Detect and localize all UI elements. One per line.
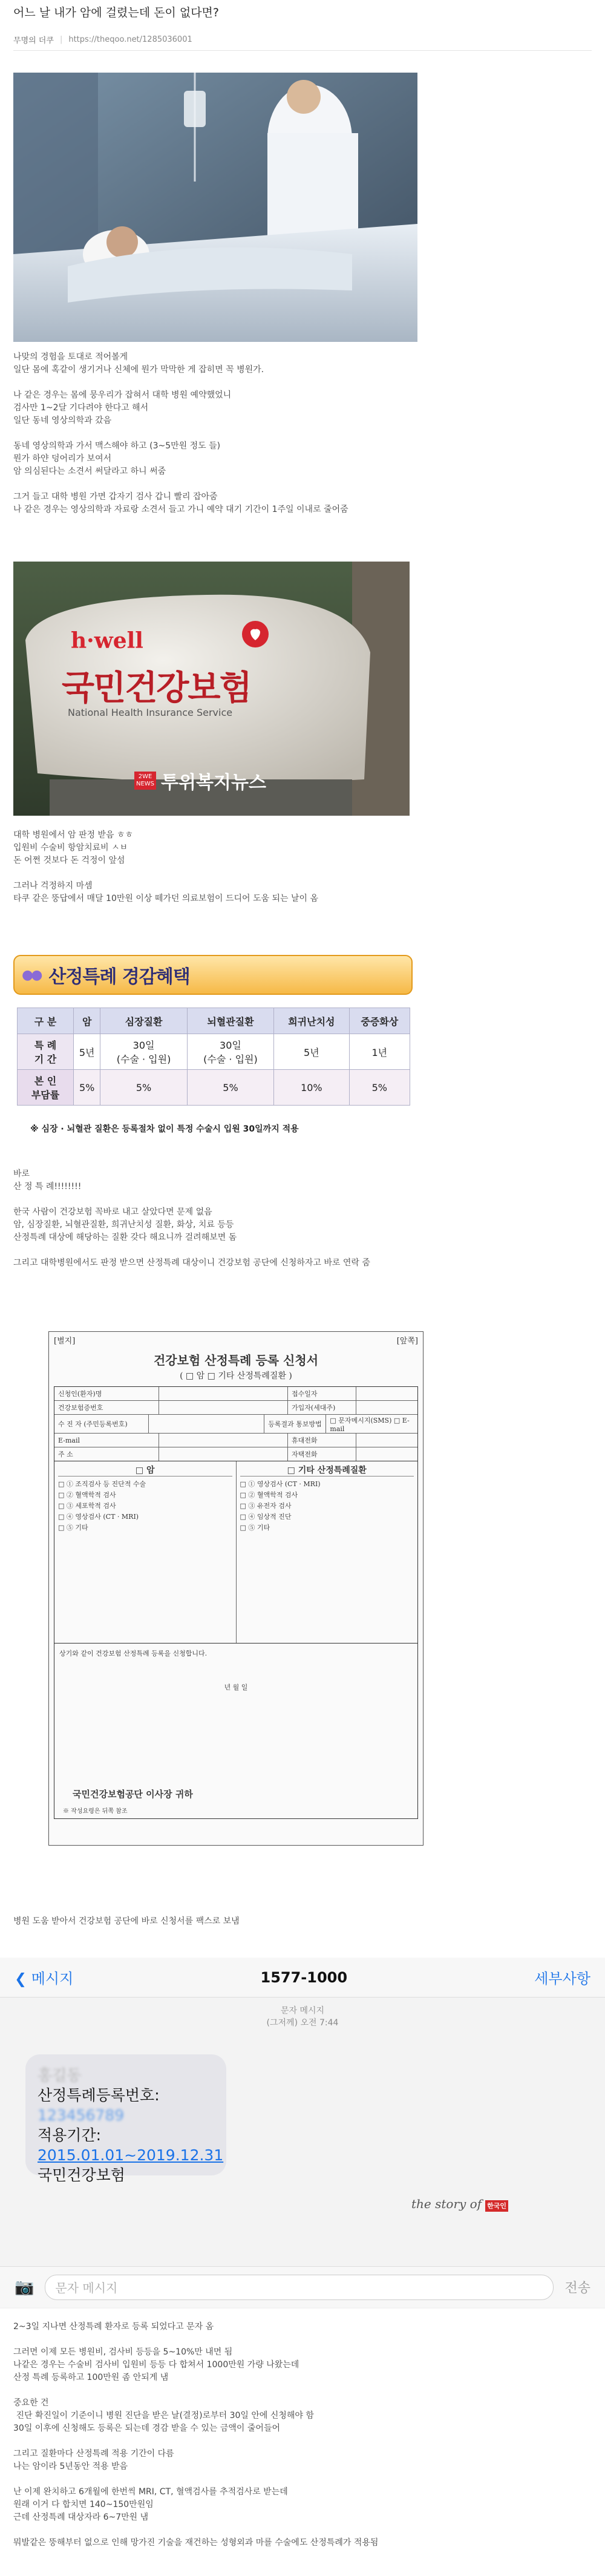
message-time: (그저께) 오전 7:44 [266,2018,339,2028]
table-header: 뇌혈관질환 [187,1008,273,1034]
form-declaration: 상기와 같이 건강보험 산정특례 등록을 신청합니다. [59,1650,208,1657]
benefits-table [17,1008,410,1106]
message-bubble [25,2054,226,2184]
table-header: 구 분 [18,1008,74,1034]
table-cell: 5년 [274,1034,349,1070]
form-grid [54,1386,418,1461]
reg-number-label: 산정특례등록번호: [38,2086,160,2104]
sms-screenshot [0,1958,605,2309]
table-header: 희귀난치성 [274,1008,349,1034]
table-cell: 30일 (수술 · 입원) [187,1034,273,1070]
body-text-3: 바로 산 정 특 례!!!!!!!! 한국 사람이 건강보험 꼭바로 내고 살았다면 문제 없음 암, 심장질환, 뇌혈관질환, 희귀난치성 질환, 화상, 치료 등등 산정특례 대상에 해당하는 질환 갖다 해요니까 걸려해보면 돔 그리고 대학병원에서도 판정 받으면 산정특례 대상이니 건강보험 공단에 신청하자고 바로 연락 줌 [13,1169,370,1268]
form-recipient: 국민건강보험공단 이사장 귀하 [73,1789,193,1800]
dots-icon: ●● [22,967,41,983]
message-input-bar [0,2266,605,2307]
form-field-label: 주 소 [54,1447,159,1461]
form-field-label: 가입자(세대주) [288,1401,356,1414]
camera-icon[interactable]: 📷 [15,2278,34,2296]
form-field-value: □ 문자메시지(SMS) □ E-mail [330,1416,410,1433]
nhis-sign-photo [13,562,410,816]
watermark-text: the story of [411,2197,482,2211]
table-cell: 1년 [349,1034,410,1070]
post-url[interactable]: https://theqoo.net/1285036001 [68,35,192,44]
table-cell: 5년 [74,1034,100,1070]
message-kind: 문자 메시지 [280,2006,325,2016]
author-name[interactable]: 무명의 더쿠 [13,36,54,45]
news-watermark [134,767,266,794]
form-field-label: 등록결과 통보방법 [264,1415,326,1433]
form-field-label: E-mail [54,1434,159,1447]
form-item: □ ④ 임상적 진단 [240,1513,292,1521]
divider [13,50,592,51]
form-field-label: 건강보험증번호 [54,1401,159,1414]
form-item: □ ② 혈액학적 검사 [240,1491,298,1499]
form-date-line: 년 월 일 [224,1683,248,1691]
table-cell: 5% [74,1070,100,1106]
benefits-banner [13,955,413,995]
back-label: 메시지 [31,1970,74,1987]
chevron-left-icon: ❮ [15,1970,31,1987]
form-item: □ ④ 영상검사 (CT · MRI) [58,1513,139,1521]
application-form [48,1331,424,1846]
table-header: 심장질환 [100,1008,187,1034]
table-note: ※ 심장 · 뇌혈관 질환은 등록절차 없이 특정 수술시 입원 30일까지 적용 [30,1124,299,1134]
period-value[interactable]: 2015.01.01~2019.12.31 [38,2146,224,2164]
blurred-name: 홍길동 [38,2066,82,2084]
form-item: □ ① 조직검사 등 진단적 수술 [58,1480,146,1488]
form-cancer-title: □ 암 [58,1465,232,1476]
table-cell: 10% [274,1070,349,1106]
message-sender: 국민건강보험 [38,2166,125,2184]
table-header: 암 [74,1008,100,1034]
table-cell: 30일 (수술 · 입원) [100,1034,187,1070]
form-field-label: 수 진 자 (주민등록번호) [54,1415,149,1433]
body-text-4: 병원 도움 받아서 건강보험 공단에 바로 신청서를 팩스로 보냄 [13,1916,240,1926]
row-label-period: 특 례 기 간 [18,1034,74,1070]
form-item: □ ⑤ 기타 [240,1524,270,1532]
body-text-2: 대학 병원에서 암 판정 받음 ㅎㅎ 입원비 수술비 항암치료비 ㅅㅂ 돈 어쩐 것보다 돈 걱정이 앞섬 그러나 걱정하지 마셈 타쿠 같은 뚱답에서 매달 10만원 이상 떼가던 의료보험이 드디어 도움 되는 날이 옴 [13,830,318,903]
hospital-photo [13,73,417,342]
sender-number: 1577-1000 [260,1968,348,1986]
message-input[interactable]: 문자 메시지 [45,2275,554,2300]
form-field-label: 자택전화 [288,1447,356,1461]
form-item: □ ③ 유전자 검사 [240,1502,292,1510]
nhis-name: 국민건강보험 [62,669,251,708]
form-subtitle: ( □ 암 □ 기타 산정특례질환 ) [180,1371,292,1381]
form-item: □ ⑤ 기타 [58,1524,88,1532]
back-button[interactable] [15,1967,73,1988]
row-label-share: 본 인 부담률 [18,1070,74,1106]
table-header: 중증화상 [349,1008,410,1034]
send-button[interactable]: 전송 [564,2281,590,2296]
form-item: □ ① 영상검사 (CT · MRI) [240,1480,321,1488]
table-cell: 5% [187,1070,273,1106]
form-field-label: 접수일자 [288,1387,356,1400]
hwell-logo-text: h·well [71,628,143,654]
watermark-stamp: 한국인 [485,2200,508,2212]
form-label-right: [앞쪽] [396,1337,418,1346]
form-footnote: ※ 작성요령은 뒤쪽 참조 [63,1808,128,1815]
form-label-left: [별지] [54,1337,76,1346]
form-disease-section [54,1461,418,1644]
body-text-5: 2~3일 지나면 산정특례 환자로 등록 되었다고 문자 옴 그러면 이제 모든 병원비, 검사비 등등을 5~10%만 내면 됨 나같은 경우는 수술비 검사비 입원비 등등 다 합쳐서 1000만원 가량 나왔는데 산정 특례 등록하고 100만원 좀 안되게 냄 중요한 건 진단 확진일이 기준이니 병원 진단을 받은 날(결정)로부터 30일 안에 신청해야 함 30일 이후에 신청해도 등록은 되는데 경감 받을 수 있는 금액이 줄어들어 그리고 질환마다 산정특례 적용 기간이 다름 나는 암이라 5년동안 적용 받음 난 이제 완치하고 6개월에 한번씩 MRI, CT, 혈액검사를 추적검사로 받는데 원래 이거 다 합치면 140~150만원임 근데 산정특례 대상자라 6~7만원 냄 뭐발같은 뚱해부터 없으로 인해 망가진 기술을 재건하는 성형외과 마를 수술에도 산정특례가 적용됨 [13,2322,379,2548]
nhis-english: National Health Insurance Service [68,707,233,718]
form-title: 건강보험 산정특례 등록 신청서 [153,1353,319,1368]
form-other-title: □ 기타 산정특례질환 [240,1465,414,1476]
form-item: □ ③ 세포학적 검사 [58,1502,116,1510]
benefits-title: 산정특례 경감혜택 [48,966,190,988]
form-signature-area [54,1644,418,1819]
post-title: 어느 날 내가 암에 걸렸는데 돈이 없다면? [13,6,219,19]
blurred-reg-number: 123456789 [38,2106,125,2124]
news-name: 투위복지뉴스 [161,772,266,793]
form-item: □ ② 혈액학적 검사 [58,1491,116,1499]
news-tag-2: NEWS [136,781,155,787]
form-field-label: 신청인(환자)명 [54,1387,159,1400]
body-text-1: 나맞의 경험을 토대로 적어볼게 일단 몸에 혹같이 생기거나 신체에 뭔가 막막한 게 잡히면 꼭 병원가. 나 같은 경우는 몸에 뭉우리가 잡혀서 대학 병원 예약했었니 검사만 1~2달 기다려야 한다고 해서 일단 동네 영상의학과 갔음 동네 영상의학과 가서 맥스해야 하고 (3~5만원 정도 들) 뭔가 하얀 덩어리가 보여서 암 의심된다는 소견서 써달라고 하니 써줌 그거 들고 대학 병원 가면 갑자기 검사 갑니 빨리 잡아줌 나 같은 경우는 영상의학과 자료랑 소견서 들고 가니 예약 대기 기간이 1주일 이내로 줄어줌 [13,352,348,514]
period-label: 적용기간: [38,2126,102,2144]
table-cell: 5% [349,1070,410,1106]
table-cell: 5% [100,1070,187,1106]
watermark [411,2197,508,2211]
form-field-label: 휴대전화 [288,1434,356,1447]
details-button[interactable]: 세부사항 [534,1970,590,1987]
news-tag-1: 2WE [138,773,152,780]
